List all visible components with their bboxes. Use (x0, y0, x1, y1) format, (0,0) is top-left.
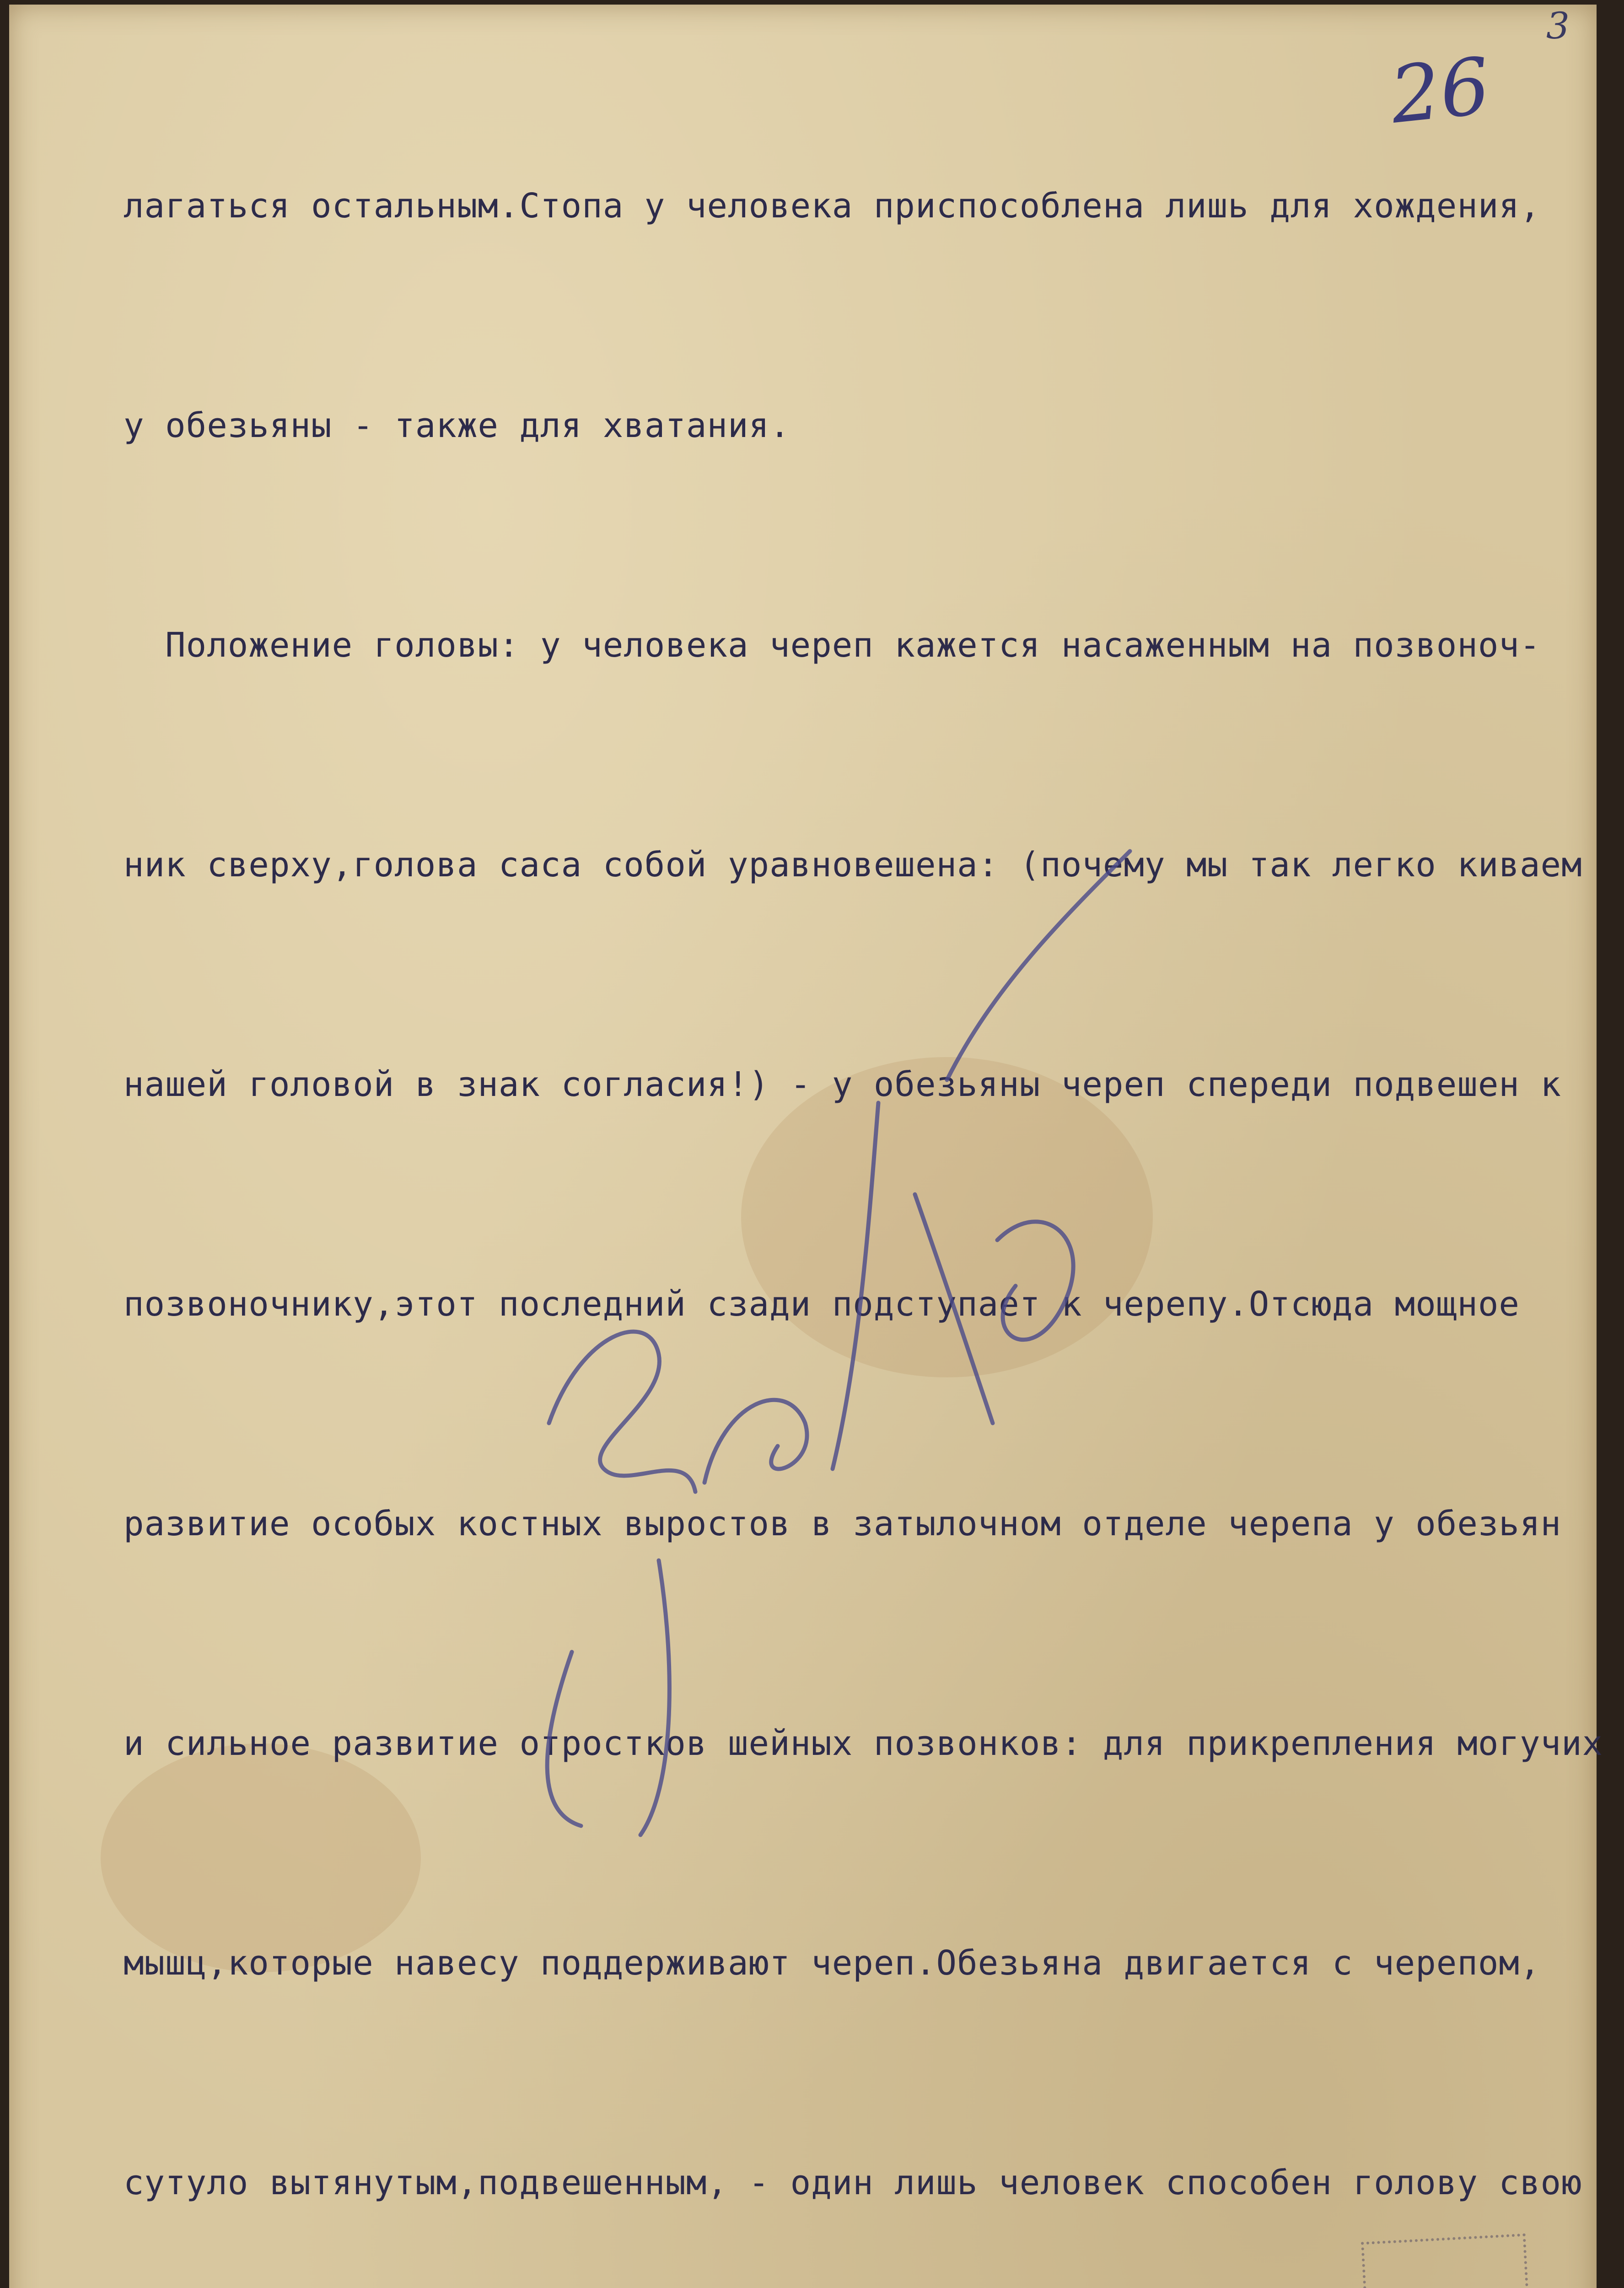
text-line: лагаться остальным.Стопа у человека приспособлена лишь для хождения, (124, 186, 1541, 226)
text-line: ник сверху,голова саса собой уравновешена: (почему мы так легко киваем (124, 845, 1582, 885)
archive-stamp (1361, 2234, 1530, 2288)
text-line: нашей головой в знак согласия!) - у обезьяны череп спереди подвешен к (124, 1065, 1562, 1104)
text-line: сутуло вытянутым,подвешенным, - один лишь человек способен голову свою (124, 2163, 1582, 2202)
text-line: и сильное развитие отростков шейных позвонков: для прикрепления могучих (124, 1724, 1603, 1763)
handwritten-folio-number: 26 (1386, 41, 1495, 141)
pencil-scribble-mark (9, 5, 1603, 2288)
document-page (9, 5, 1603, 2288)
text-line: мышц,которые навесу поддерживают череп.Обезьяна двигается с черепом, (124, 1943, 1541, 1983)
text-line: развитие особых костных выростов в затылочном отделе черепа у обезьян (124, 1504, 1562, 1543)
text-line: Положение головы: у человека череп кажется насаженным на позвоноч- (124, 626, 1541, 665)
text-line: у обезьяны - также для хватания. (124, 406, 790, 445)
text-line: позвоночнику,этот последний сзади подступает к черепу.Отсюда мощное (124, 1284, 1520, 1324)
corner-page-number: 3 (1546, 5, 1570, 47)
